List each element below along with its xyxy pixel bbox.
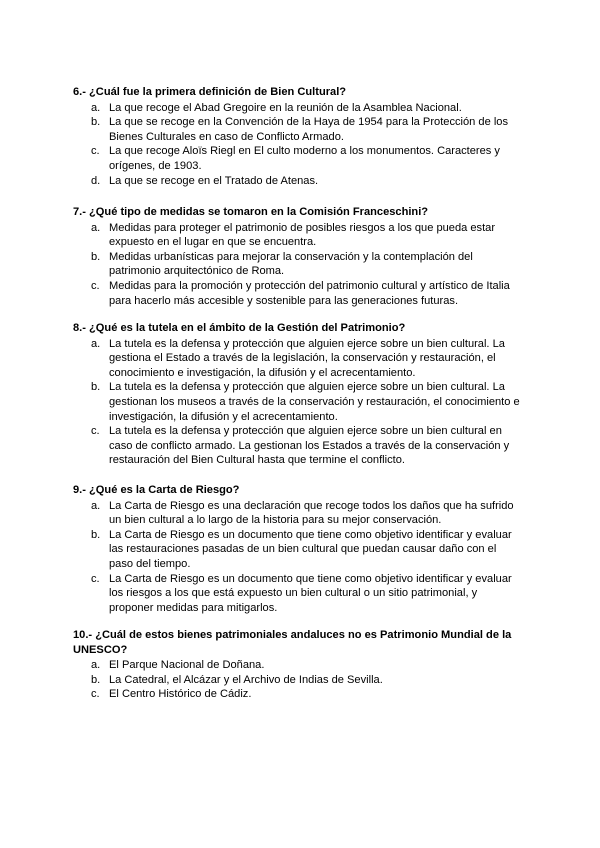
option-a (73, 101, 523, 116)
question-title: 7.- ¿Qué tipo de medidas se tomaron en la Comisión Franceschini? (73, 206, 429, 218)
option-letter: b. (91, 250, 101, 263)
option-letter: c. (91, 279, 100, 292)
option-a (73, 337, 523, 381)
option-text: La Carta de Riesgo es un documento que tiene como objetivo identificar y evaluar las restauraciones pasadas de un bien cultural que puedan causar daño con el paso del tiempo. (109, 528, 512, 570)
options-list (73, 337, 523, 468)
question-title: 6.- ¿Cuál fue la primera definición de Bien Cultural? (73, 86, 347, 98)
question-7 (73, 205, 523, 308)
question-title: 10.- ¿Cuál de estos bienes patrimoniales andaluces no es Patrimonio Mundial de la UNESCO? (73, 629, 512, 656)
option-a (73, 499, 523, 528)
option-a (73, 658, 523, 673)
option-letter: a. (91, 659, 101, 672)
option-d (73, 174, 523, 189)
option-letter: b. (91, 528, 101, 541)
option-b (73, 673, 523, 688)
options-list (73, 101, 523, 189)
options-list (73, 221, 523, 309)
option-b (73, 115, 523, 144)
option-letter: b. (91, 116, 101, 129)
option-text: El Centro Histórico de Cádiz. (109, 688, 252, 701)
option-text: Medidas urbanísticas para mejorar la conservación y la contemplación del patrimonio arquitectónico de Roma. (109, 250, 473, 278)
option-text: La Carta de Riesgo es un documento que tiene como objetivo identificar y evaluar los riesgos a los que está expuesto un bien cultural o un sitio patrimonial, y proponer medidas para mitigarlos. (109, 572, 512, 614)
options-list (73, 658, 523, 702)
option-letter: c. (91, 425, 100, 438)
option-letter: a. (91, 337, 101, 350)
option-letter: b. (91, 673, 101, 686)
option-letter: d. (91, 174, 101, 187)
option-text: La tutela es la defensa y protección que alguien ejerce sobre un bien cultural. La gestiona el Estado a través de la legislación, la conservación y restauración, el conocimiento e investigación, la difusión y el acrecentamiento. (109, 337, 505, 379)
option-text: La que recoge el Abad Gregoire en la reunión de la Asamblea Nacional. (109, 101, 462, 114)
option-c (73, 279, 523, 308)
option-b (73, 380, 523, 424)
option-text: La que recoge Aloïs Riegl en El culto moderno a los monumentos. Caracteres y orígenes, de 1903. (109, 145, 500, 172)
question-9 (73, 483, 523, 615)
question-title: 8.- ¿Qué es la tutela en el ámbito de la Gestión del Patrimonio? (73, 322, 406, 334)
option-letter: c. (91, 572, 100, 585)
options-list (73, 499, 523, 616)
question-8 (73, 321, 523, 468)
question-6 (73, 85, 523, 188)
option-c (73, 424, 523, 468)
option-letter: a. (91, 499, 101, 512)
option-text: Medidas para proteger el patrimonio de posibles riesgos a los que pueda estar expuesto en el lugar en que se encuentra. (109, 221, 496, 249)
option-text: La Catedral, el Alcázar y el Archivo de Indias de Sevilla. (109, 673, 383, 686)
option-text: El Parque Nacional de Doñana. (109, 659, 265, 672)
option-text: La Carta de Riesgo es una declaración que recoge todos los daños que ha sufrido un bien cultural a lo largo de la historia para su mejor conservación. (109, 499, 514, 527)
option-a (73, 221, 523, 250)
option-text: La que se recoge en el Tratado de Atenas. (109, 174, 319, 187)
option-b (73, 528, 523, 572)
question-10 (73, 628, 523, 702)
question-title: 9.- ¿Qué es la Carta de Riesgo? (73, 484, 240, 496)
option-text: La que se recoge en la Convención de la Haya de 1954 para la Protección de los Bienes Culturales en caso de Conflicto Armado. (109, 116, 509, 143)
option-b (73, 250, 523, 279)
option-letter: a. (91, 101, 101, 114)
option-letter: c. (91, 688, 100, 701)
option-c (73, 144, 523, 173)
option-c (73, 687, 523, 702)
option-letter: b. (91, 381, 101, 394)
option-letter: c. (91, 145, 100, 158)
option-text: Medidas para la promoción y protección del patrimonio cultural y artístico de Italia para hacerlo más accesible y sostenible para las generaciones futuras. (109, 279, 510, 307)
option-c (73, 572, 523, 616)
option-letter: a. (91, 221, 101, 234)
option-text: La tutela es la defensa y protección que alguien ejerce sobre un bien cultural. La gestionan los museos a través de la conservación y restauración, el conocimiento e investigación, la difusión y el acrecentamiento. (109, 381, 520, 423)
option-text: La tutela es la defensa y protección que alguien ejerce sobre un bien cultural en caso de conflicto armado. La gestionan los Estados a través de la conservación y restauración del Bien Cultural hasta que termine el conflicto. (109, 425, 510, 467)
